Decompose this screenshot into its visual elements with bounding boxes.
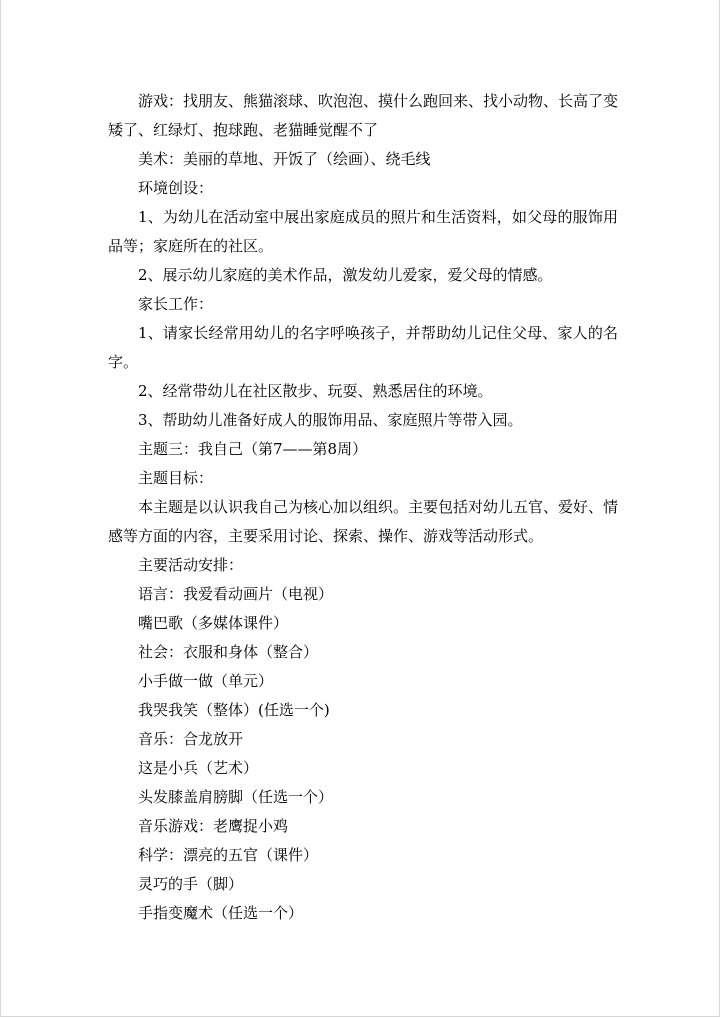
heading-theme-three: 主题三：我自己（第7——第8周）	[138, 440, 368, 458]
paragraph-parent-3: 3、帮助幼儿准备好成人的服饰用品、家庭照片等带入园。	[138, 411, 523, 429]
heading-main-activities: 主要活动安排：	[138, 556, 244, 574]
activity-item: 小手做一做（单元）	[138, 672, 274, 690]
paragraph-theme-description: 本主题是以认识我自己为核心加以组织。主要包括对幼儿五官、爱好、情感等方面的内容，主要采用讨论、探索、操作、游戏等活动形式。	[108, 498, 619, 545]
activity-item: 这是小兵（艺术）	[138, 759, 259, 777]
activity-item: 音乐：合龙放开	[138, 730, 244, 748]
paragraph-parent-1: 1、请家长经常用幼儿的名字呼唤孩子，并帮助幼儿记住父母、家人的名字。	[108, 324, 618, 371]
heading-environment: 环境创设：	[138, 179, 214, 197]
paragraph-games: 游戏：找朋友、熊猫滚球、吹泡泡、摸什么跑回来、找小动物、长高了变矮了、红绿灯、抱球跑、老猫睡觉醒不了	[108, 92, 619, 139]
activity-item: 音乐游戏：老鹰捉小鸡	[138, 817, 289, 835]
activity-item: 头发膝盖肩膀脚（任选一个）	[138, 788, 334, 806]
activity-item: 嘴巴歌（多媒体课件）	[138, 614, 289, 632]
activity-item: 科学：漂亮的五官（课件）	[138, 846, 319, 864]
activity-item: 语言：我爱看动画片（电视）	[138, 585, 334, 603]
heading-theme-goals: 主题目标：	[138, 469, 214, 487]
activity-item: 手指变魔术（任选一个）	[138, 904, 304, 922]
paragraph-art: 美术：美丽的草地、开饭了（绘画）、绕毛线	[138, 150, 431, 168]
paragraph-parent-2: 2、经常带幼儿在社区散步、玩耍、熟悉居住的环境。	[138, 382, 493, 400]
activity-item: 社会：衣服和身体（整合）	[138, 643, 319, 661]
paragraph-environment-1: 1、为幼儿在活动室中展出家庭成员的照片和生活资料，如父母的服饰用品等；家庭所在的社区。	[108, 208, 618, 255]
paragraph-environment-2: 2、展示幼儿家庭的美术作品，激发幼儿爱家，爱父母的情感。	[138, 266, 553, 284]
activity-item: 我哭我笑（整体）(任选一个)	[138, 701, 330, 719]
document-body	[108, 87, 618, 928]
heading-parent-work: 家长工作：	[138, 295, 214, 313]
activity-item: 灵巧的手（脚）	[138, 875, 244, 893]
